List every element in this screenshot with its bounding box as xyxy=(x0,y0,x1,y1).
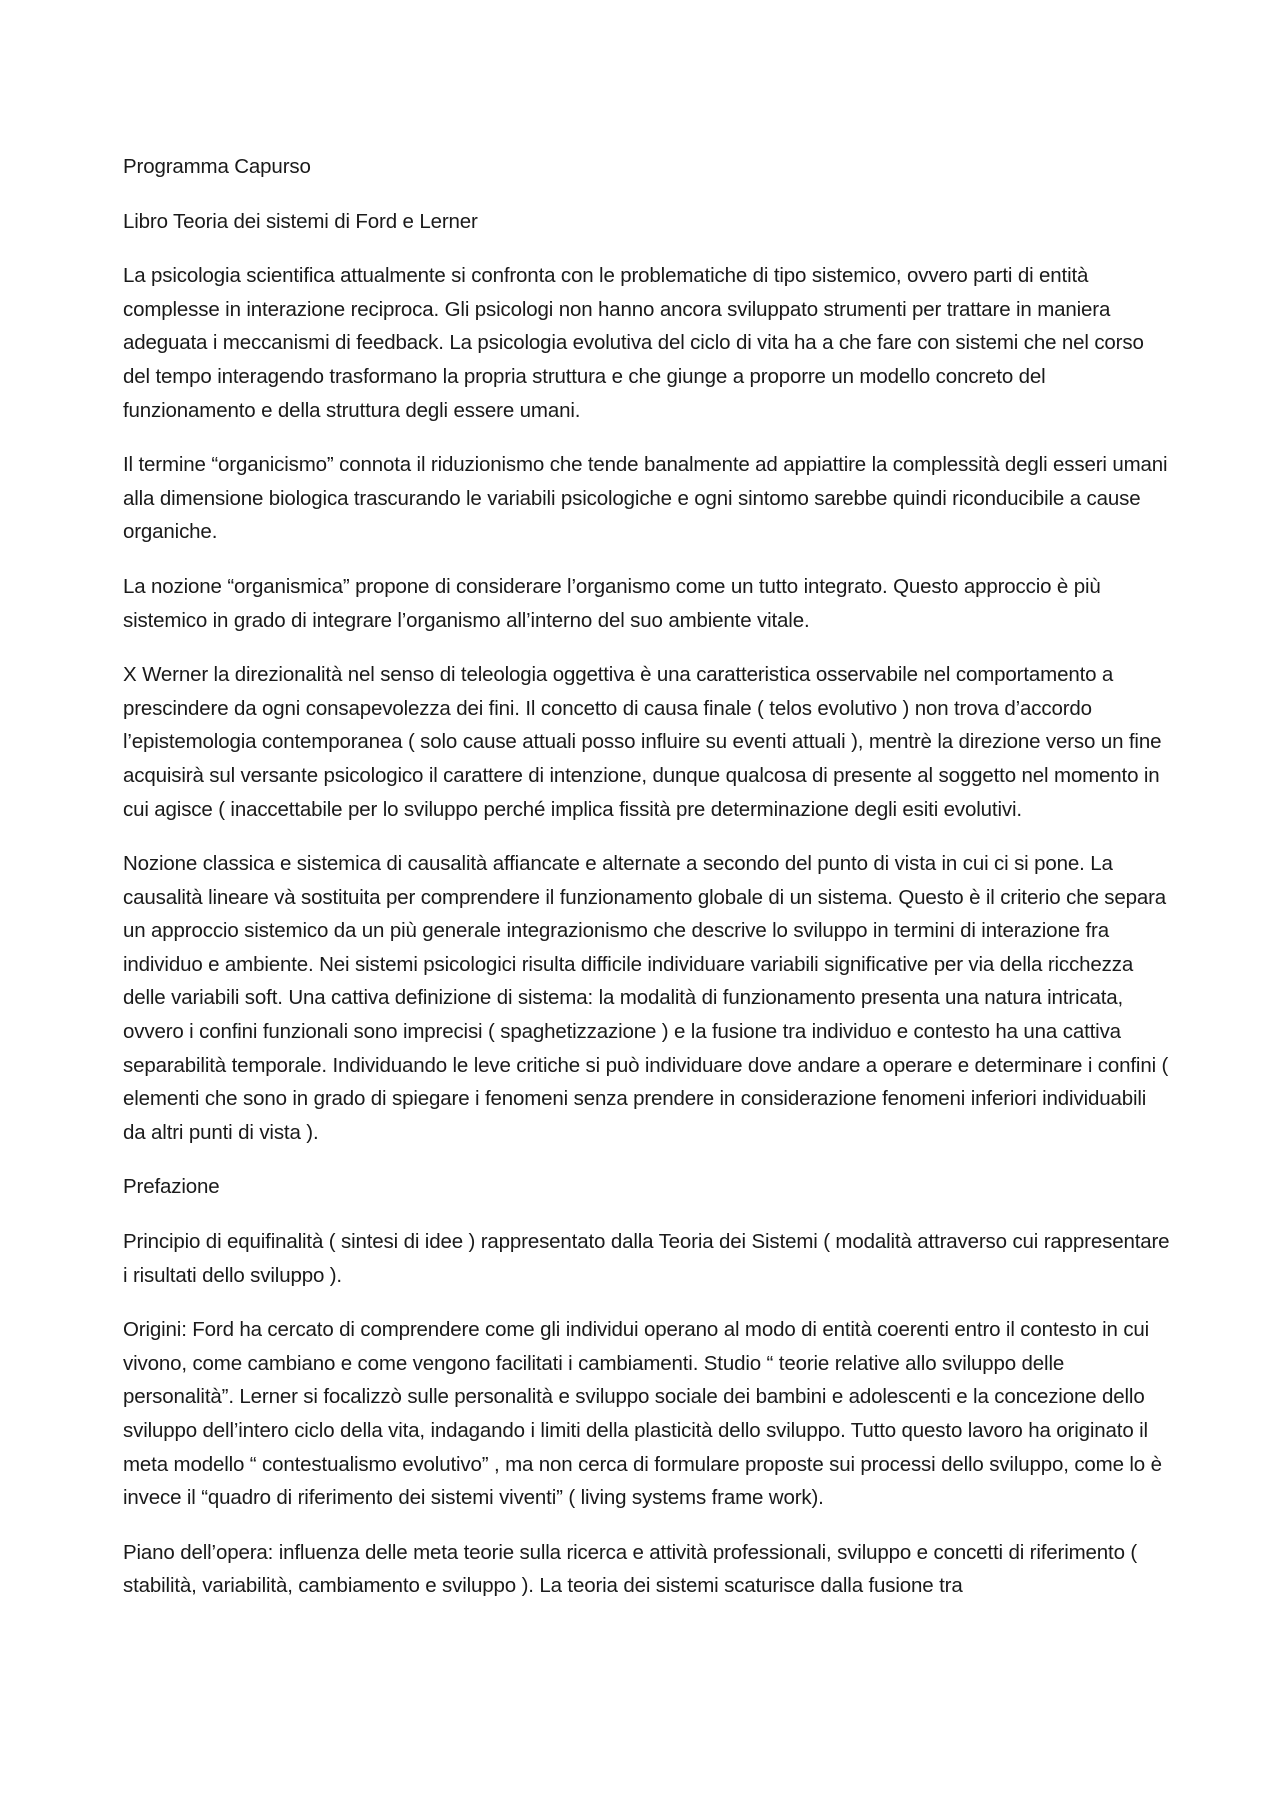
document-body xyxy=(123,150,1173,1624)
document-title: Programma Capurso xyxy=(123,155,311,178)
book-title: Libro Teoria dei sistemi di Ford e Lerner xyxy=(123,209,478,233)
paragraph-intro: La psicologia scientifica attualmente si confronta con le problematiche di tipo sistemico, ovvero parti di entità complesse in interazione reciproca. Gli psicologi non hanno ancora sviluppato strumenti per trattare in maniera adeguata i meccanismi di feedback. La psicologia evolutiva del ciclo di vita ha a che fare con sistemi che nel corso del tempo interagendo trasformano la propria struttura e che giunge a proporre un modello concreto del funzionamento e della struttura degli essere umani. xyxy=(123,264,1144,422)
paragraph-causalita: Nozione classica e sistemica di causalità affiancate e alternate a secondo del punto di vista in cui ci si pone. La causalità lineare và sostituita per comprendere il funzionamento globale di un sistema. Questo è il criterio che separa un approccio sistemico da un più generale integrazionismo che descrive lo sviluppo in termini di interazione fra individuo e ambiente. Nei sistemi psicologici risulta difficile individuare variabili significative per via della ricchezza delle variabili soft. Una cattiva definizione di sistema: la modalità di funzionamento presenta una natura intricata, ovvero i confini funzionali sono imprecisi ( spaghetizzazione ) e la fusione tra individuo e contesto ha una cattiva separabilità temporale. Individuando le leve critiche si può individuare dove andare a operare e determinare i confini ( elementi che sono in grado di spiegare i fenomeni senza prendere in considerazione fenomeni inferiori individuabili da altri punti di vista ). xyxy=(123,852,1169,1144)
paragraph-organismica: La nozione “organismica” propone di considerare l’organismo come un tutto integrato. Questo approccio è più sistemico in grado di integrare l’organismo all’interno del suo ambiente vitale. xyxy=(123,574,1101,632)
paragraph-piano-opera: Piano dell’opera: influenza delle meta teorie sulla ricerca e attività professionali, sviluppo e concetti di riferimento ( stabilità, variabilità, cambiamento e sviluppo ). La teoria dei sistemi scaturisce dalla fusione tra xyxy=(123,1540,1138,1598)
paragraph-equifinalita: Principio di equifinalità ( sintesi di idee ) rappresentato dalla Teoria dei Sistemi ( modalità attraverso cui rappresentare i risultati dello sviluppo ). xyxy=(123,1230,1170,1287)
section-heading-prefazione: Prefazione xyxy=(123,1175,220,1199)
paragraph-origini: Origini: Ford ha cercato di comprendere come gli individui operano al modo di entità coerenti entro il contesto in cui vivono, come cambiano e come vengono facilitati i cambiamenti. Studio “ teorie relative allo sviluppo delle personalità”. Lerner si focalizzò sulle personalità e sviluppo sociale dei bambini e adolescenti e la concezione dello sviluppo dell’intero ciclo della vita, indagando i limiti della plasticità dello sviluppo. Tutto questo lavoro ha originato il meta modello “ contestualismo evolutivo” , ma non cerca di formulare proposte sui processi dello sviluppo, come lo è invece il “quadro di riferimento dei sistemi viventi” ( living systems frame work). xyxy=(123,1318,1162,1510)
paragraph-werner: X Werner la direzionalità nel senso di teleologia oggettiva è una caratteristica osservabile nel comportamento a prescindere da ogni consapevolezza dei fini. Il concetto di causa finale ( telos evolutivo ) non trova d’accordo l’epistemologia contemporanea ( solo cause attuali posso influire su eventi attuali ), mentrè la direzione verso un fine acquisirà sul versante psicologico il carattere di intenzione, dunque qualcosa di presente al soggetto nel momento in cui agisce ( inaccettabile per lo sviluppo perché implica fissità pre determinazione degli esiti evolutivi. xyxy=(123,663,1162,821)
paragraph-organicismo: Il termine “organicismo” connota il riduzionismo che tende banalmente ad appiattire la complessità degli esseri umani alla dimensione biologica trascurando le variabili psicologiche e ogni sintomo sarebbe quindi riconducibile a cause organiche. xyxy=(123,453,1168,544)
